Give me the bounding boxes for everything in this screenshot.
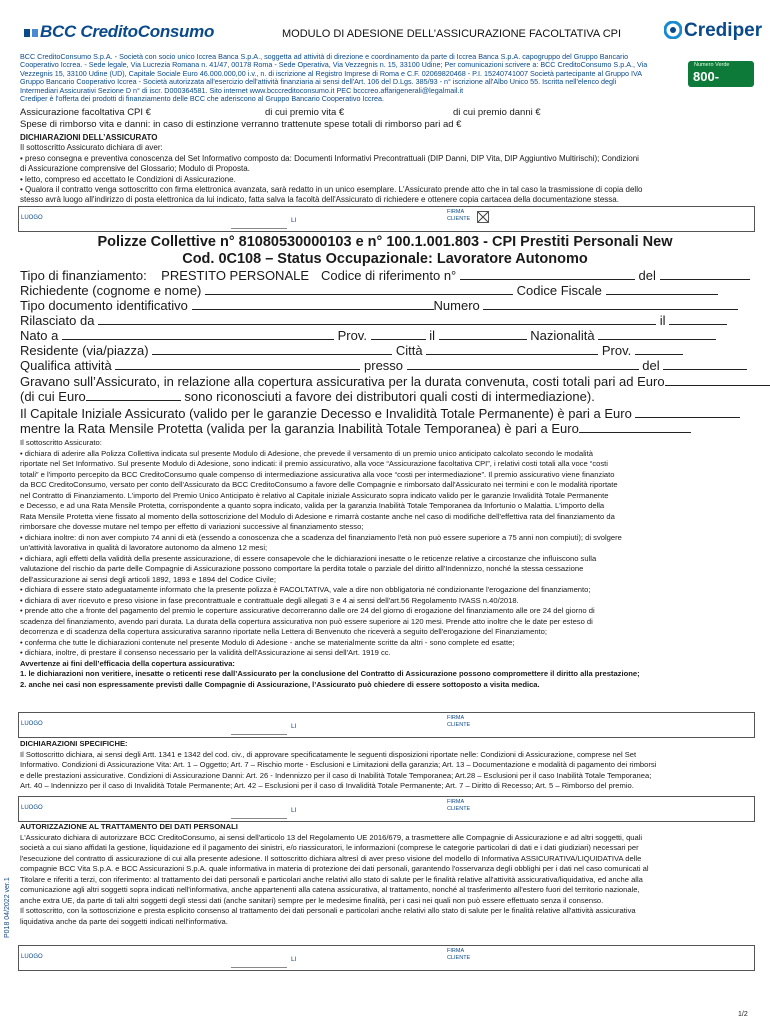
text-line: • prende atto che a fronte del pagamento del premio le coperture assicurative decorreranno dalle ore 24 del giorno di erogazione del finanziamento alle ore 24 del giorno di — [20, 606, 595, 615]
page-number: 1/2 — [738, 1011, 748, 1018]
page-title: MODULO DI ADESIONE DELL’ASSICURAZIONE FACOLTATIVA CPI — [282, 28, 622, 40]
field-residente: Residente (via/piazza) Città Prov. — [20, 343, 683, 358]
legal-notice: BCC CreditoConsumo S.p.A. - Società con socio unico Iccrea Banca S.p.A., soggetta ad attività di direzione e coordinamento da parte di Iccrea Banca S.p.A. capogruppo del Gruppo Bancario Cooperativo Iccrea. - Sede legale, Via Lucrezia Romana n. 41/47, 00178 Roma - Sede Operativa, Via Vezzegnis n. 15, 33100 Udine; Per comunicazioni scrivere a: BCC CreditoConsumo S.p.A., Via Vezzegnis 15, 33100 Udine (UD), Capitale Sociale Euro 46.000.000,00 i.v., n. di iscrizione al Registro Imprese di Roma e C.F. 02069820468 - P.I. 15240741007 Società partecipante al Gruppo IVA Gruppo Bancario Cooperativo Iccrea - Società autorizzata all'esercizio dell'attività finanziaria ai sensi dell'Art. 106 del D.Lgs. 385/93 - n° iscrizione all'Albo Unico 55. Iscritta nell'elenco degli Intermediari Assicurativi Sezione D n° di iscr. D000364581. Sito internet www.bcccreditoconsumo.it PEC bcccreo.affarigenerali@legalmail.it Crediper è l'offerta dei prodotti di finanziamento delle BCC che aderiscono al Gruppo Bancario Cooperativo Iccrea. — [20, 52, 648, 104]
text-line: • conferma che tutte le dichiarazioni contenute nel presente Modulo di Adesione - anche se materialmente scritte da altri - sono complete ed esatte; — [20, 637, 515, 647]
text-line: nel Contratto di Finanziamento. L'importo del Premio Unico Anticipato è relativo al Capitale iniziale Assicurato sopra indicato valido per le garanzie Invalidità Totale Permanente — [20, 490, 609, 500]
toll-free-badge: Numero Verde 800-990.620 — [688, 61, 754, 87]
privacy-authorization: AUTORIZZAZIONE AL TRATTAMENTO DEI DATI PERSONALI L'Assicurato dichiara di autorizzare BCC CreditoConsumo, ai sensi dell'articolo 13 del Regolamento UE 2016/679, a trasmettere alle Compagnie di Assicurazione e ad altri soggetti, quali società a cui siano affidati la gestione, liquidazione ed il pagamento dei sinistri, e/o riassicuratori, le informazioni (comprese le categorie particolari di dati e i dati giudiziari) necessari per l'esecuzione del contratto di assicurazione di cui alla presente adesione. Il sottoscritto dichiara altresì di aver preso visione del modello di Informativa ASSICURATIVA/LIQUIDATIVA delle compagnie BCC Vita S.p.A. e BCC Assicurazioni S.p.A. quale informativa in materia di protezione dei dati personali, garantendo l'osservanza degli obblighi per i dati nel caso comunicati al Titolare e riferiti a terzi, con riferimento: al trattamento dei dati personali e particolari anche relativi allo stato di salute per le finalità relative all'attività assicurativa/liquidativa, ed anche alla comunicazione agli altri soggetti sopra indicati nell'informativa, anche appartenenti alla catena assicurativa, al trattamento, nonché al trasferimento all'estero fuori del territorio nazionale, anche extra UE, da parte di tali altri soggetti degli stessi dati (anche sanitari) sempre per le medesime finalità, per i casi nei quali non può essere effettuato senza il consenso. Il sottoscritto, con la sottoscrizione e presta esplicito consenso al trattamento dei dati personali e particolari anche relativi allo stato di salute per le finalità relative all'attività assicurativa liquidativa anche da parte dei soggetti indicati nell'informativa. — [20, 822, 755, 927]
text-line: da BCC CreditoConsumo, versato per conto dell'Assicurato da BCC CreditoConsumo a favore delle Compagnie e rimborsato dall'Assicurato nei termini e con le modalità riportate — [20, 480, 618, 489]
text-line: riportate nel Set Informativo. Sul presente Modulo di Adesione, sono indicati: il premio assicurativo, alla voce “Assicurazione facoltativa CPI”, i relativi costi totali alla voce “costi — [20, 459, 608, 468]
text-line: • dichiara di aver ricevuto e preso visione in fase precontrattuale e contrattuale degli allegati 3 e 4 ai sensi dell'art.56 Regolamento IVASS n.40/2018. — [20, 595, 519, 605]
text-line: Titolare e riferiti a terzi, con riferimento: al trattamento dei dati personali e particolari anche relativi allo stato di salute per le finalità relative all'attività assicurativa/liquidativa, ed anche alla — [20, 874, 643, 884]
text-line: • dichiara, inoltre, di prestare il consenso necessario per la validità dell'Assicurazione ai sensi dell'Art. 1919 cc. — [20, 648, 391, 657]
form-code: P018 04/2022 ver.1 — [4, 877, 11, 938]
crediper-logo-icon — [664, 21, 682, 39]
crediper-logo: Crediper — [664, 20, 762, 42]
field-tipo-finanziamento: Tipo di finanziamento: PRESTITO PERSONALE Codice di riferimento n° del — [20, 268, 309, 283]
refund-costs-line: Spese di rimborso vita e danni: in caso di estinzione verranno trattenute spese totali di rimborso pari ad € — [20, 119, 462, 130]
text-line: società a cui siano affidati la gestione, liquidazione ed il pagamento dei sinistri, e/o riassicuratori, le informazioni (comprese le categorie particolari di dati e i dati giudiziari) necessari per — [20, 843, 639, 852]
field-rata: mentre la Rata Mensile Protetta (valida per la garanzia Inabilità Totale Temporanea) è pari a Euro — [20, 421, 691, 436]
field-qualifica: Qualifica attività presso del — [20, 358, 747, 373]
x-mark-icon — [478, 212, 488, 222]
policy-title: Polizze Collettive n° 81080530000103 e n° 100.1.001.803 - CPI Prestiti Personali New — [97, 234, 673, 250]
signature-box-4: LUOGO LI FIRMA CLIENTE — [18, 945, 755, 971]
text-line: comunicazione agli altri soggetti sopra indicati nell'informativa, anche appartenenti alla catena assicurativa, al trattamento, nonché al trasferimento all'estero fuori del territorio nazionale, — [20, 885, 640, 894]
text-line: scadenza del finanziamento, avendo pari durata. La durata della copertura assicurativa non può essere superiore ai 120 mesi. Prende atto inoltre che le date per esteso di — [20, 616, 593, 626]
text-line: e Decesso, e ad una Rata Mensile Protetta, corrispondente a quanto sopra indicato, valida per la garanzia Inabilità Totale Temporanea da Infortunio o Malattia. L'importo della — [20, 501, 605, 510]
header — [0, 0, 770, 50]
text-line: Rata Mensile Protetta viene fissato al momento della sottoscrizione del Modulo di Adesione e rimarrà costante anche nel caso di modifiche dell'effettiva rata del finanziamento da — [20, 511, 615, 521]
signature-field[interactable] — [477, 211, 489, 223]
field-richiedente: Richiedente (cognome e nome) Codice Fiscale — [20, 283, 718, 298]
text-line: • dichiara inoltre: di non aver compiuto 74 anni di età (essendo a conoscenza che a scadenza del finanziamento l'età non può essere superiore a 75 anni non compiuti); di svolgere — [20, 532, 622, 542]
text-line: liquidativa anche da parte dei soggetti indicati nell'informativa. — [20, 916, 228, 926]
text-line: totali” e l'importo percepito da BCC CreditoConsumo quale compenso di intermediazione assicurativa alla voce “costi per intermediazione”. Il premio assicurativo viene finanziato — [20, 469, 615, 479]
field-tipo-documento: Tipo documento identificativo Numero — [20, 298, 738, 313]
field-rilasciato: Rilasciato da il — [20, 313, 727, 328]
text-line: L'Assicurato dichiara di autorizzare BCC CreditoConsumo, ai sensi dell'articolo 13 del Regolamento UE 2016/679, a trasmettere alle Compagnie di Assicurazione e ad altri soggetti, quali — [20, 832, 643, 842]
text-line: • dichiara di aderire alla Polizza Collettiva indicata sul presente Modulo di Adesione, che prevede il versamento di un premio unico anticipato calcolato secondo le modalità — [20, 448, 593, 458]
text-line: rimborsare che dovesse mutare nel tempo per effetto di variazioni successive al finanziamento stesso; — [20, 522, 364, 531]
insured-statements: Il sottoscritto Assicurato: • dichiara di aderire alla Polizza Collettiva indicata sul presente Modulo di Adesione, che prevede il versamento di un premio unico anticipato calcolato secondo le modalità riportate nel Set Informativo. Sul presente Modulo di Adesione, sono indicati: il premio assicurativo, alla voce “Assicurazione facoltativa CPI”, i relativi costi totali alla voce “costi totali” e l'importo percepito da BCC CreditoConsumo quale compenso di intermediazione assicurativa alla voce “costi per intermediazione”. Il premio assicurativo viene finanziato da BCC CreditoConsumo, versato per conto dell'Assicurato da BCC CreditoConsumo a favore delle Compagnie e rimborsato dall'Assicurato nei termini e con le modalità riportate nel Contratto di Finanziamento. L'importo del Premio Unico Anticipato è relativo al Capitale iniziale Assicurato sopra indicato valido per le garanzie Invalidità Totale Permanente e Decesso, e ad una Rata Mensile Protetta, corrispondente a quanto sopra indicato, valida per la garanzia Inabilità Totale Temporanea da Infortunio o Malattia. L'importo della Rata Mensile Protetta viene fissato al momento della sottoscrizione del Modulo di Adesione e rimarrà costante anche nel caso di modifiche dell'effettiva rata del finanziamento da rimborsare che dovesse mutare nel tempo per effetto di variazioni successive al finanziamento stesso; • dichiara inoltre: di non aver compiuto 74 anni di età (essendo a conoscenza che a scadenza del finanziamento l'età non può essere superiore a 75 anni non compiuti); di svolgere un'attività lavorativa in qualità di lavoratore autonomo da almeno 12 mesi; • dichiara, agli effetti della validità della presente assicurazione, di essere consapevole che le dichiarazioni inesatte o le reticenze relative a circostanze che influiscono sulla valutazione del rischio da parte delle Compagnie di Assicurazione possono comportare la perdita totale o parziale del diritto all'Indennizzo, nonché la stessa cessazione dell'assicurazione ai sensi degli articoli 1892, 1893 e 1894 del Codice Civile; • dichiara di essere stato adeguatamente informato che la presente polizza è FACOLTATIVA, vale a dire non obbligatoria né condizionante l'erogazione del finanziamento; • dichiara di aver ricevuto e preso visione in fase precontrattuale e contrattuale degli allegati 3 e 4 ai sensi dell'art.56 Regolamento IVASS n.40/2018. • prende atto che a fronte del pagamento del premio le coperture assicurative decorreranno dalle ore 24 del giorno di erogazione del finanziamento alle ore 24 del giorno di scadenza del finanziamento, avendo pari durata. La durata della copertura assicurativa non può essere superiore ai 120 mesi. Prende atto inoltre che le date per esteso di decorrenza e di scadenza della copertura assicurativa saranno riportate nella Lettera di Benvenuto che riceverà a seguito dell'erogazione del Finanziamento; • conferma che tutte le dichiarazioni contenute nel presente Modulo di Adesione - anche se materialmente scritte da altri - sono complete ed esatte; • dichiara, inoltre, di prestare il consenso necessario per la validità dell'Assicurazione ai sensi dell'Art. 1919 cc. Avvertenze ai fini dell’efficacia della copertura assicurativa: 1. le dichiarazioni non veritiere, inesatte o reticenti rese dall’Assicurato per la conclusione del Contratto di Assicurazione possono compromettere il diritto alla prestazione; 2. anche nei casi non espressamente previsti dalle Compagnie di Assicurazione, l’Assicurato può chiedere di essere sottoposto a visita medica. — [20, 438, 755, 690]
field-gravano-2: (di cui Euro sono riconosciuti a favore dei distributori quali costi di intermediazione). — [20, 389, 595, 404]
text-line: anche extra UE, da parte di tali altri soggetti degli stessi dati (anche sanitari) sempre per le medesime finalità, per i casi nei quali non può essere effettuato senza il consenso. — [20, 895, 604, 905]
field-capitale: Il Capitale Iniziale Assicurato (valido per le garanzie Decesso e Invalidità Totale Permanente) è pari a Euro — [20, 406, 740, 421]
text-line: compagnie BCC Vita S.p.A. e BCC Assicurazioni S.p.A. quale informativa in materia di protezione dei dati personali, garantendo l'osservanza degli obblighi per i dati nel caso comunicati al — [20, 864, 649, 873]
bcc-logo: BCC CreditoConsumo — [22, 22, 214, 42]
insured-declarations: DICHIARAZIONI DELL’ASSICURATO Il sottoscritto Assicurato dichiara di aver: • preso consegna e preventiva conoscenza del Set Informativo composto da: Documenti Informativi Precontrattuali (DIP Danni, DIP Vita, DIP Aggiuntivo Multirischi); Condizioni di Assicurazione comprensive del Glossario; Modulo di Proposta. • letto, compreso ed accettato le Condizioni di Assicurazione. • Qualora il contratto venga sottoscritto con firma elettronica avanzata, sarà redatto in un unico esemplare. L'Assicurato prende atto che in tal caso la trasmissione di copia dello stesso avrà luogo all'indirizzo di posta elettronica da lui indicato, fatta salva la facoltà dell'Assicurato di richiedere e ottenere copia cartacea della documentazione stessa. — [20, 133, 643, 205]
text-line: l'esecuzione del contratto di assicurazione di cui alla presente adesione. Il sottoscritto dichiara altresì di aver preso visione del modello di Informativa ASSICURATIVA/LIQUIDATIVA delle — [20, 853, 642, 863]
policy-subtitle: Cod. 0C108 – Status Occupazionale: Lavoratore Autonomo — [182, 251, 588, 267]
text-line: decorrenza e di scadenza della copertura assicurativa saranno riportate nella Lettera di Benvenuto che riceverà a seguito dell'erogazione del Finanziamento; — [20, 627, 548, 636]
text-line: Il sottoscritto, con la sottoscrizione e presta esplicito consenso al trattamento dei dati personali e particolari anche relativi allo stato di salute per le finalità relative all'attività assicurativa — [20, 906, 636, 915]
text-line: • dichiara di essere stato adeguatamente informato che la presente polizza è FACOLTATIVA, vale a dire non obbligatoria né condizionante l'erogazione del finanziamento; — [20, 585, 591, 594]
text-line: un'attività lavorativa in qualità di lavoratore autonomo da almeno 12 mesi; — [20, 543, 268, 552]
field-gravano: Gravano sull’Assicurato, in relazione alla copertura assicurativa per la durata convenuta, costi totali pari ad Euro — [20, 374, 770, 389]
field-nato: Nato a Prov. il Nazionalità — [20, 328, 716, 343]
text-line: • dichiara, agli effetti della validità della presente assicurazione, di essere consapevole che le dichiarazioni inesatte o le reticenze relative a circostanze che influiscono sulla — [20, 553, 597, 563]
signature-box-2: LUOGO LI FIRMA CLIENTE — [18, 712, 755, 738]
specific-declarations: DICHIARAZIONI SPECIFICHE: Il Sottoscritto dichiara, ai sensi degli Artt. 1341 e 1342 del cod. civ., di approvare specificatamente le seguenti disposizioni riportate nelle: Condizioni di Assicurazione, comprese nel Set Informativo. Condizioni di Assicurazione Vita: Art. 1 – Oggetto; Art. 7 – Rischio morte - Esclusioni e Limitazioni della garanzia; Art. 13 – Documentazione e modalità di pagamento dei rimborsi e delle prestazioni assicurative. Condizioni di Assicurazione Danni: Art. 26 - Indennizzo per il caso di Inabilità Totale Temporanea; Art.28 – Esclusioni per il caso Inabilità Totale Temporanea; Art. 40 – Indennizzo per il caso di Invalidità Totale Permanente; Art. 42 – Esclusioni per il caso di Invalidità Totale Permanente; Art. 7 – Diritto di Recesso; Art. 5 – Rimborso del premio. — [20, 739, 657, 790]
premium-line: Assicurazione facoltativa CPI € di cui premio vita € di cui premio danni € — [20, 107, 541, 118]
text-line: dell'assicurazione ai sensi degli articoli 1892, 1893 e 1894 del Codice Civile; — [20, 574, 276, 584]
signature-box-1: LUOGO LI FIRMA CLIENTE — [18, 206, 755, 232]
signature-box-3: LUOGO LI FIRMA CLIENTE — [18, 796, 755, 822]
text-line: valutazione del rischio da parte delle Compagnie di Assicurazione possono comportare la perdita totale o parziale del diritto all'Indennizzo, nonché la stessa cessazione — [20, 564, 584, 573]
bcc-logo-icon — [24, 28, 38, 38]
